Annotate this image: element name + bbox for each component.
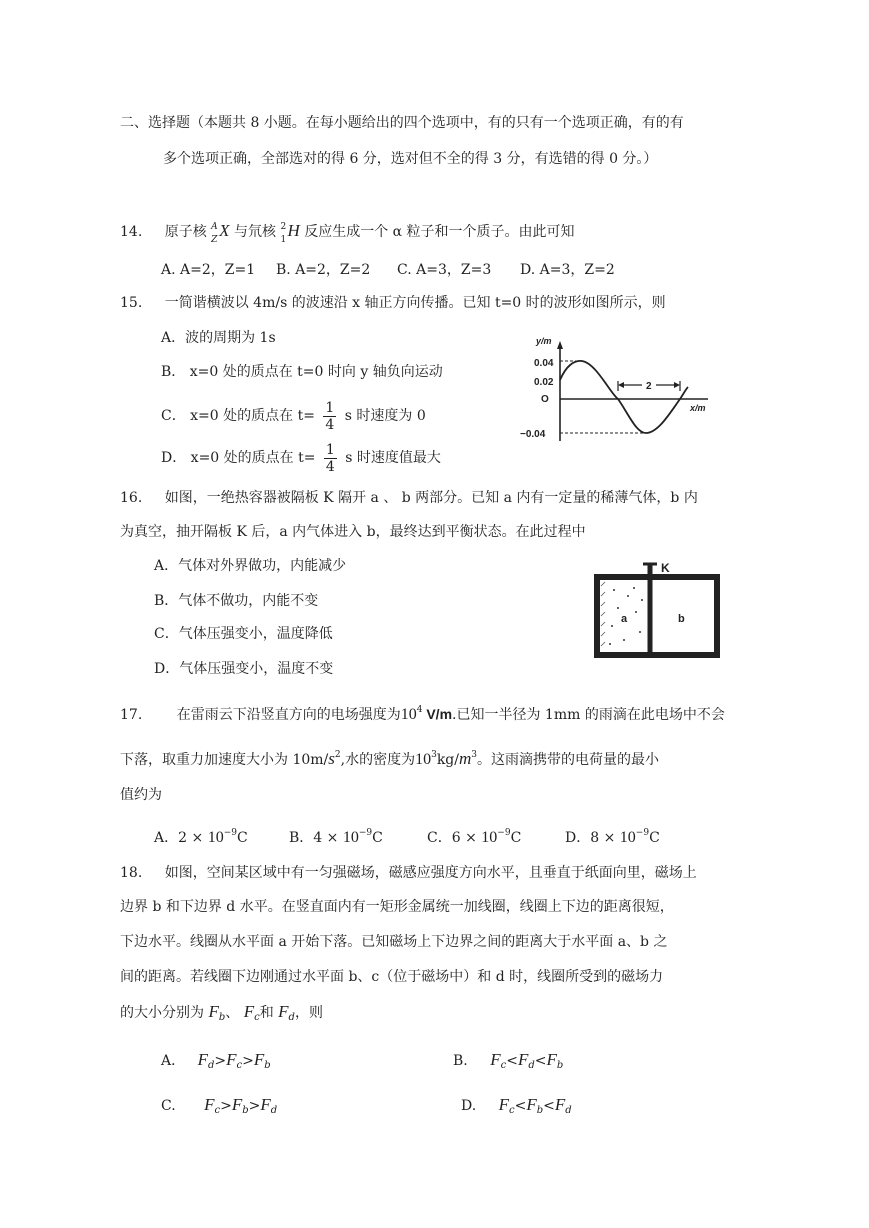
- q18-number: 18.: [120, 865, 143, 881]
- q14-number: 14.: [120, 224, 143, 240]
- q15-option-c[interactable]: C． x=0 处的质点在 t= $\frac{1}{4}$ s 时速度为 0: [161, 399, 426, 433]
- q16-option-a[interactable]: A．气体对外界做功，内能减少: [154, 558, 347, 574]
- fraction-one-quarter: $\frac{1}{4}$: [325, 441, 335, 475]
- q15-option-d[interactable]: D． x=0 处的质点在 t= $\frac{1}{4}$ s 时速度值最大: [161, 441, 441, 475]
- tick-0-02: 0.02: [534, 377, 554, 388]
- q18-option-d[interactable]: D. $F_c<F_b<F_d$: [461, 1095, 572, 1116]
- q15-option-b[interactable]: B． x=0 处的质点在 t=0 时向 y 轴负向运动: [161, 364, 443, 380]
- span-label: 2: [646, 381, 652, 392]
- tick-0-04: 0.04: [534, 358, 554, 369]
- q16-option-c[interactable]: C．气体压强变小，温度降低: [154, 626, 333, 642]
- q14-text-c: 反应生成一个 α 粒子和一个质子。由此可知: [304, 224, 575, 240]
- q17-line2: 下落，取重力加速度大小为 $10m/s^2$,水的密度为$10^3kg/m^3$。这雨滴携带的电荷量的最小: [120, 749, 659, 768]
- tick-neg-0-04: −0.04: [520, 429, 546, 440]
- section-header-line2: 多个选项正确，全部选对的得 6 分，选对但不全的得 3 分，有选错的得 0 分。）: [163, 151, 658, 167]
- q15-text: 一简谐横波以 4m/s 的波速沿 x 轴正方向传播。已知 t=0 时的波形如图所示，则: [164, 295, 666, 311]
- q15-option-a[interactable]: A．波的周期为 1s: [161, 330, 276, 346]
- q18-line1: 18. 如图，空间某区域中有一匀强磁场，磁感应强度方向水平，且垂直于纸面向里，磁场上: [120, 865, 697, 881]
- q14-text-a: 原子核: [164, 224, 207, 240]
- q16-option-d[interactable]: D．气体压强变小，温度不变: [154, 661, 334, 677]
- q15-question: [120, 293, 666, 313]
- q18-option-b[interactable]: B. $F_c<F_d<F_b$: [453, 1050, 564, 1071]
- fraction-one-quarter: $\frac{1}{4}$: [325, 399, 335, 433]
- section-header-line1: 二、选择题（本题共 8 小题。在每小题给出的四个选项中，有的只有一个选项正确，有的有: [120, 115, 684, 131]
- q14-option-a[interactable]: A. A=2，Z=1: [161, 262, 256, 278]
- x-axis-label: x/m: [690, 403, 706, 413]
- q14-text-b: 与氘核: [234, 224, 277, 240]
- k-label: K: [661, 561, 670, 575]
- q17-line1: 17. 在雷雨云下沿竖直方向的电场强度为$10^4$ V/m.已知一半径为 1mm 的雨滴在此电场中不会: [120, 705, 725, 723]
- q17-option-a[interactable]: A．$2 \times 10^{-9}C$: [154, 828, 248, 846]
- q18-option-c[interactable]: C. $F_c>F_b>F_d$: [161, 1095, 278, 1116]
- q17-number: 17.: [120, 707, 143, 723]
- wave-curve: [560, 361, 688, 433]
- nucleus-h: 2 1 H: [280, 221, 300, 245]
- q14-option-d[interactable]: D. A=3，Z=2: [520, 262, 615, 278]
- q16-number: 16.: [120, 490, 143, 506]
- q14-question: [120, 221, 575, 245]
- q18-line3: 下边水平。线圈从水平面 a 开始下落。已知磁场上下边界之间的距离大于水平面 a、b 之: [120, 934, 668, 950]
- container-wall: [597, 577, 717, 655]
- q17-option-c[interactable]: C．$6 \times 10^{-9}C$: [427, 828, 522, 846]
- q14-option-b[interactable]: B. A=2，Z=2: [276, 262, 371, 278]
- wave-figure: [518, 333, 718, 443]
- b-label: b: [678, 613, 685, 625]
- q18-line2: 边界 b 和下边界 d 水平。在竖直面内有一矩形金属统一加线圈，线圈上下边的距离很短，: [120, 899, 674, 915]
- q16-option-b[interactable]: B．气体不做功，内能不变: [154, 593, 319, 609]
- q15-number: 15.: [120, 295, 143, 311]
- a-label: a: [621, 613, 628, 625]
- q16-line2: 为真空，抽开隔板 K 后，a 内气体进入 b，最终达到平衡状态。在此过程中: [120, 524, 586, 540]
- q16-line1: 16. 如图，一绝热容器被隔板 K 隔开 a 、 b 两部分。已知 a 内有一定量的稀薄气体，b 内: [120, 490, 698, 506]
- container-figure: [590, 560, 725, 660]
- nucleus-x: A Z X: [211, 221, 230, 245]
- q14-option-c[interactable]: C. A=3，Z=3: [397, 262, 492, 278]
- q18-option-a[interactable]: A． $F_d>F_c>F_b$: [161, 1050, 271, 1071]
- q18-line4: 间的距离。若线圈下边刚通过水平面 b、c（位于磁场中）和 d 时，线圈所受到的磁场力: [120, 969, 664, 985]
- y-axis-label: y/m: [536, 336, 552, 346]
- q17-line3: 值约为: [120, 787, 162, 803]
- q17-option-b[interactable]: B．$4 \times 10^{-9}C$: [289, 828, 383, 846]
- q18-line5: 的大小分别为 $F_b$、 $F_c$和 $F_d$，则: [120, 1002, 323, 1023]
- tick-origin: O: [541, 394, 549, 405]
- q17-option-d[interactable]: D．$8 \times 10^{-9}C$: [565, 828, 660, 846]
